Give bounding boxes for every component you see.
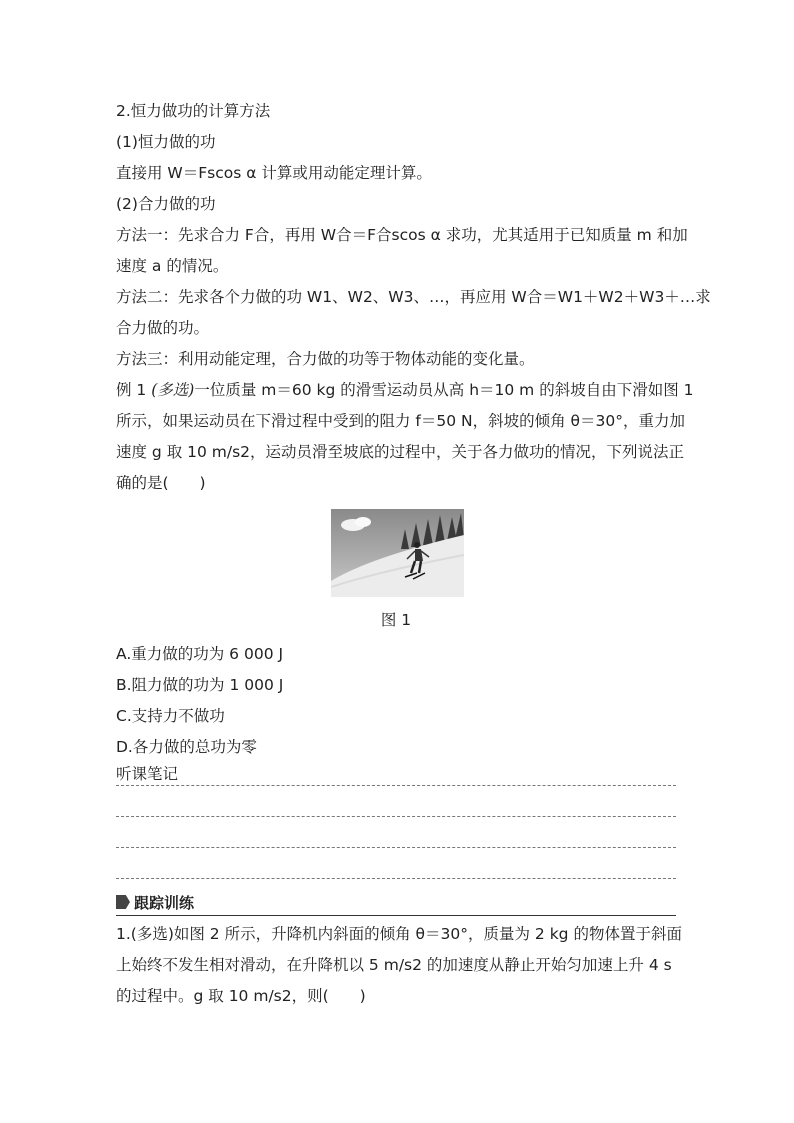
answer-options bbox=[116, 639, 676, 763]
notes-line bbox=[116, 878, 676, 879]
example-line-4: 确的是( ) bbox=[116, 474, 206, 492]
method-two-line-2: 合力做的功。 bbox=[116, 319, 210, 337]
lecture-notes bbox=[116, 763, 676, 879]
question-1-line-2: 上始终不发生相对滑动，在升降机以 5 m/s2 的加速度从静止开始匀加速上升 4 s bbox=[116, 956, 672, 974]
question-1-line-3: 的过程中。g 取 10 m/s2，则( ) bbox=[116, 987, 366, 1005]
tracking-question-1 bbox=[116, 919, 682, 1012]
example-line-3: 速度 g 取 10 m/s2，运动员滑至坡底的过程中，关于各力做功的情况，下列说法正 bbox=[116, 443, 685, 461]
section-marker-icon bbox=[116, 895, 130, 909]
example-line-2: 所示，如果运动员在下滑过程中受到的阻力 f＝50 N，斜坡的倾角 θ＝30°，重力加 bbox=[116, 412, 686, 430]
document-page bbox=[116, 96, 711, 1005]
figure-caption: 图 1 bbox=[380, 611, 412, 629]
option-d: D.各力做的总功为零 bbox=[116, 738, 257, 756]
question-1-line-1: 1.(多选)如图 2 所示，升降机内斜面的倾角 θ＝30°，质量为 2 kg 的物体置于斜面 bbox=[116, 925, 682, 943]
tracking-title: 跟踪训练 bbox=[134, 893, 195, 912]
method-two-line-1: 方法二：先求各个力做的功 W1、W2、W3、…，再应用 W合＝W1＋W2＋W3＋…求 bbox=[116, 288, 711, 306]
option-b: B.阻力做的功为 1 000 J bbox=[116, 676, 284, 694]
skier-figure bbox=[331, 509, 464, 597]
notes-line bbox=[116, 785, 676, 786]
example-line-1 bbox=[116, 375, 694, 406]
notes-line bbox=[116, 816, 676, 817]
section-title: 2.恒力做功的计算方法 bbox=[116, 102, 271, 120]
example-text-1: 一位质量 m＝60 kg 的滑雪运动员从高 h＝10 m 的斜坡自由下滑如图 1 bbox=[194, 381, 694, 399]
example-label: 例 1 bbox=[116, 381, 147, 399]
method-one-line-1: 方法一：先求合力 F合，再用 W合＝F合scos α 求功，尤其适用于已知质量 m 和加 bbox=[116, 226, 688, 244]
notes-title: 听课笔记 bbox=[116, 765, 179, 783]
method-three: 方法三：利用动能定理，合力做的功等于物体动能的变化量。 bbox=[116, 350, 535, 368]
example-multi-select-tag: (多选) bbox=[151, 381, 195, 399]
constant-force-method: 直接用 W＝Fscos α 计算或用动能定理计算。 bbox=[116, 164, 432, 182]
option-a: A.重力做的功为 6 000 J bbox=[116, 645, 284, 663]
option-c: C.支持力不做功 bbox=[116, 707, 225, 725]
method-one-line-2: 速度 a 的情况。 bbox=[116, 257, 229, 275]
notes-line bbox=[116, 847, 676, 848]
subsection-net-force: (2)合力做的功 bbox=[116, 195, 216, 213]
tracking-section-header bbox=[116, 889, 676, 916]
subsection-constant-force: (1)恒力做的功 bbox=[116, 133, 216, 151]
